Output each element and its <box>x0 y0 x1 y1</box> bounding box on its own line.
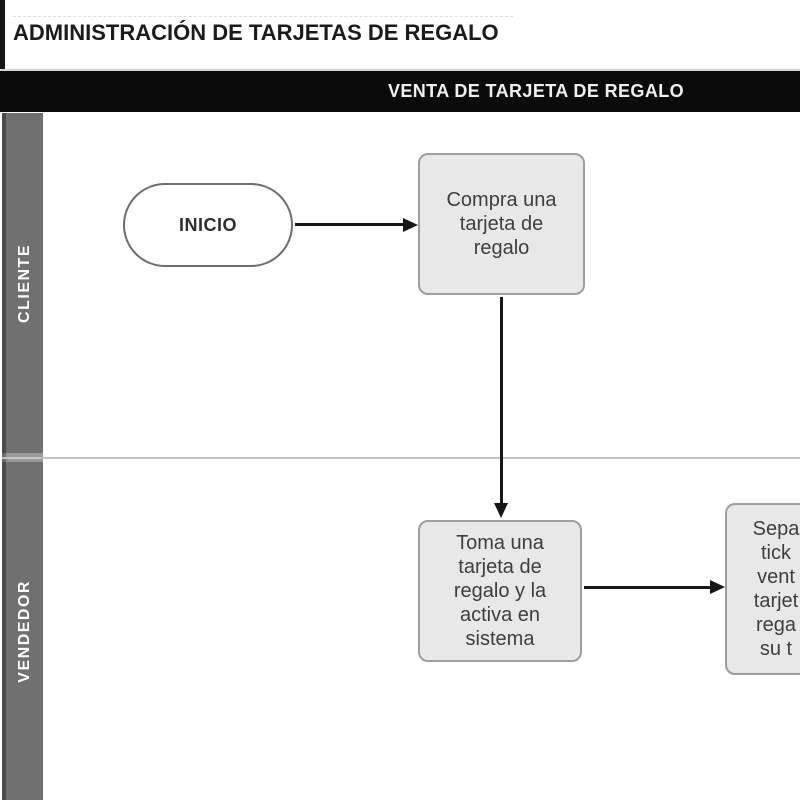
lane-vendedor-strip <box>2 462 43 800</box>
start-node-inicio <box>123 183 293 267</box>
process-text-line: tarjeta de <box>459 213 544 235</box>
process-text-line: Compra una <box>446 189 557 211</box>
process-text-line: rega <box>755 614 797 636</box>
process-text-line: vent <box>757 566 795 588</box>
process-text-line: tarjeta de <box>458 556 542 578</box>
process-text-line: Toma una <box>456 532 544 554</box>
arrowhead-right-icon <box>403 218 418 232</box>
lane-cliente-strip <box>2 113 43 453</box>
section-header-band <box>0 69 800 112</box>
process-text-line: tick <box>761 542 791 564</box>
process-text-line: regalo y la <box>453 580 547 602</box>
section-title: VENTA DE TARJETA DE REGALO <box>387 81 685 101</box>
process-node-toma <box>418 520 582 662</box>
arrow-compra-to-toma <box>500 297 503 504</box>
process-text-line: Sepa <box>752 518 800 540</box>
lane-divider-line <box>2 457 800 459</box>
process-text-line: su t <box>759 638 793 660</box>
frame-top-line <box>13 16 513 17</box>
start-node-label: INICIO <box>178 214 237 235</box>
lane-vendedor-label: VENDEDOR <box>15 579 33 683</box>
arrowhead-right-icon <box>710 580 725 594</box>
process-node-compra <box>418 153 585 295</box>
frame-left-edge <box>0 0 5 69</box>
process-text-block <box>727 517 800 661</box>
arrowhead-down-icon <box>494 503 508 518</box>
process-node-separa-clipped <box>725 503 800 675</box>
lane-cliente-label: CLIENTE <box>15 243 33 323</box>
process-text-line: activa en <box>459 604 541 626</box>
arrow-toma-to-separa <box>584 586 711 589</box>
process-text-line: tarjet <box>753 590 799 612</box>
page-title: ADMINISTRACIÓN DE TARJETAS DE REGALO <box>13 20 499 45</box>
arrow-inicio-to-compra <box>295 223 404 226</box>
process-text-line: regalo <box>473 237 530 259</box>
process-text-line: sistema <box>465 628 535 650</box>
